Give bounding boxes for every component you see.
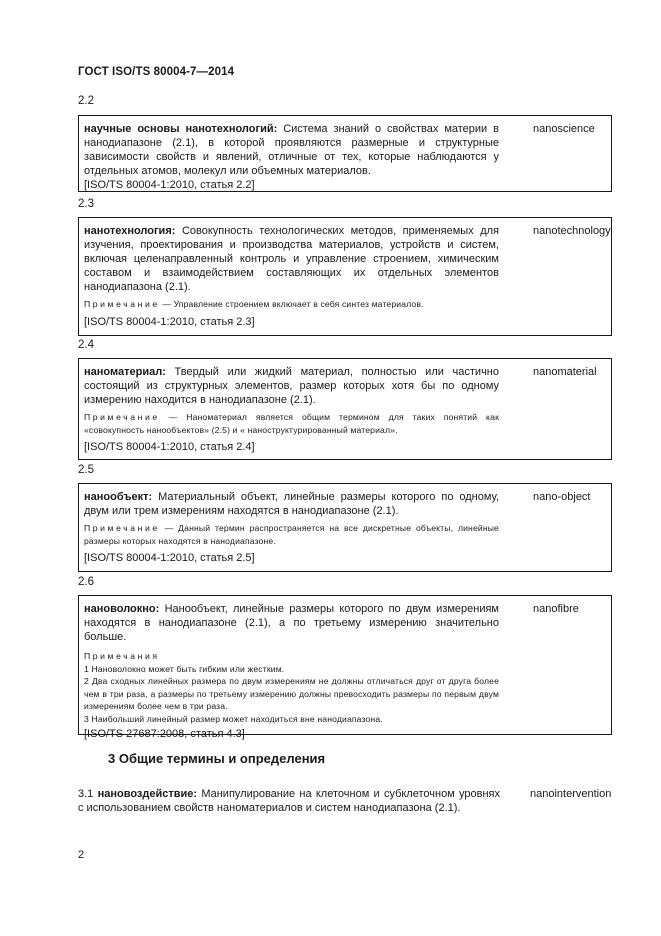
- term-entry-nanomaterial: [78, 358, 612, 460]
- note-item: 3 Наибольший линейный размер может находиться вне нанодиапазона.: [84, 713, 383, 724]
- term-note: [84, 411, 499, 436]
- section-item-3-1: [78, 787, 500, 815]
- english-equivalent: nano-object: [533, 491, 591, 503]
- page-number: 2: [78, 849, 85, 861]
- note-text: — Управление строением включает в себя синтез материалов.: [162, 299, 424, 309]
- term-note: [84, 522, 499, 547]
- term-body: [84, 365, 499, 454]
- term-body: [84, 224, 499, 329]
- term-definition: [84, 224, 499, 294]
- term-name: научные основы нанотехнологий:: [84, 123, 278, 135]
- term-name: нановолокно:: [84, 603, 160, 615]
- document-header: ГОСТ ISO/TS 80004-7—2014: [78, 66, 235, 78]
- definition-text: Нанообъект, линейные размеры которого по двум измерениям находятся в нанодиапазоне (2.1), а по третьему измерению значительно больше.: [84, 603, 499, 643]
- english-equivalent: nanointervention: [530, 788, 612, 800]
- term-number-2-2: 2.2: [78, 95, 94, 107]
- definition-text: Система знаний о свойствах материи в нанодиапазоне (2.1), в которой проявляются размерные и структурные зависимости свойств и явлений, отличные от тех, которые наблюдаются у отдельных атомов, молекул или объемных материалов.: [84, 123, 499, 177]
- note-text: — Наноматериал является общим термином для таких понятий как «совокупность нанообъектов» (2.5) и « наноструктурированный материал».: [84, 412, 499, 435]
- term-source: [ISO/TS 80004-1:2010, статья 2.5]: [84, 552, 255, 564]
- term-source: [ISO/TS 27687:2008, статья 4.3]: [84, 728, 245, 740]
- english-equivalent: nanofibre: [533, 603, 579, 615]
- term-number-2-4: 2.4: [78, 339, 94, 351]
- term-entry-nano-object: [78, 483, 612, 572]
- term-entry-nanoscience: [78, 115, 612, 192]
- term-name: наноматериал:: [84, 366, 166, 378]
- term-entry-nanofibre: [78, 595, 612, 740]
- term-number-2-3: 2.3: [78, 198, 94, 210]
- term-definition: [84, 490, 499, 518]
- term-body: [84, 490, 499, 565]
- term-note: [84, 298, 499, 311]
- english-equivalent: nanomaterial: [533, 366, 597, 378]
- term-name: нанообъект:: [84, 491, 153, 503]
- term-notes: [84, 650, 499, 725]
- definition-text: Твердый или жидкий материал, полностью или частично состоящий из структурных элементов, размер которых хотя бы по одному измерению находится в нанодиапазоне (2.1).: [84, 366, 499, 406]
- term-number-2-5: 2.5: [78, 464, 94, 476]
- note-label: Примечание: [84, 299, 160, 309]
- english-equivalent: nanotechnology: [533, 225, 611, 237]
- term-body: [84, 602, 499, 741]
- note-text: — Данный термин распространяется на все дискретные объекты, линейные размеры которых находятся в нанодиапазоне.: [84, 523, 499, 546]
- notes-label: Примечания: [84, 651, 160, 661]
- term-definition: [84, 122, 499, 178]
- item-number: 3.1: [78, 788, 94, 800]
- term-source: [ISO/TS 80004-1:2010, статья 2.3]: [84, 315, 255, 328]
- definition-text: Манипулирование на клеточном и субклеточном уровнях с использованием свойств наноматериалов и систем нанодиапазона (2.1).: [78, 788, 501, 814]
- term-definition: [78, 787, 500, 815]
- section-title: 3 Общие термины и определения: [108, 751, 326, 766]
- term-number-2-6: 2.6: [78, 576, 94, 588]
- english-equivalent: nanoscience: [533, 123, 595, 135]
- term-name: нановоздействие:: [97, 788, 198, 800]
- term-name: нанотехнология:: [84, 225, 176, 237]
- term-source: [ISO/TS 80004-1:2010, статья 2.2]: [84, 179, 255, 191]
- note-label: Примечание: [84, 412, 160, 422]
- note-label: Примечание: [84, 523, 160, 533]
- term-source: [ISO/TS 80004-1:2010, статья 2.4]: [84, 441, 255, 453]
- note-item: 2 Два сходных линейных размера по двум измерениям не должны отличаться друг от друга более чем в три раза, а размеры по третьему измерению должны превосходить размеры по первым двум измерениям более чем в три раза.: [84, 676, 499, 711]
- definition-text: Совокупность технологических методов, применяемых для изучения, проектирования и производства материалов, устройств и систем, включая целенаправленный контроль и управление строением, химическим составом и взаимодействием составляющих их отдельных элементов нанодиапазона (2.1).: [84, 225, 499, 293]
- term-definition: [84, 602, 499, 644]
- note-item: 1 Нановолокно может быть гибким или жестким.: [84, 663, 285, 674]
- definition-text: Материальный объект, линейные размеры которого по одному, двум или трем измерениям находятся в нанодиапазоне (2.1).: [84, 491, 500, 517]
- term-body: [84, 122, 499, 192]
- term-definition: [84, 365, 499, 407]
- term-entry-nanotechnology: [78, 217, 612, 336]
